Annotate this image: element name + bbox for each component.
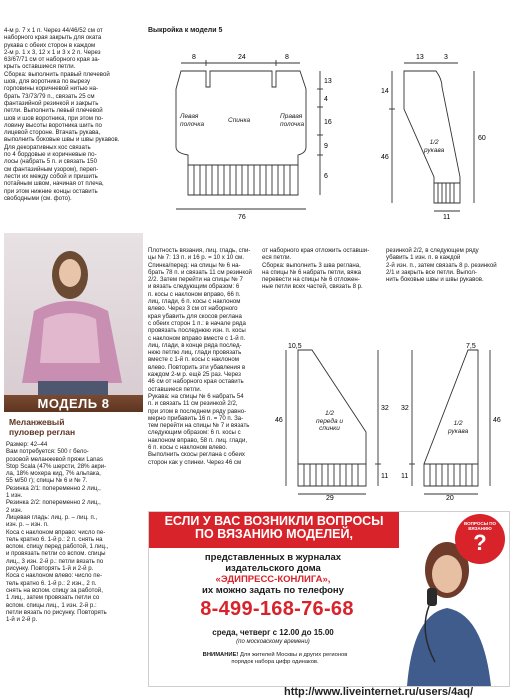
model8-assembly-cont: резинкой 2/2, в следующем ряду убавить 1 изн. п. в каждой 2-й изн. п., затем связать 8 р. резинкой 2/1 и закрыть все петли. Выпол- нить боковые швы и швы рукавов. bbox=[386, 247, 497, 284]
ad-note bbox=[157, 652, 393, 666]
model8-materials-text: Размер: 42–44 Вам потребуется: 500 г бело- розовой меланжевой пряжи Lanas Stop Scala (47% шерсти, 28% акри- ла, 18% мохера кид, 7% альпака, 55 м/50 г); спицы № 6 и № 7. Резинка 2/1: попеременно 2 лиц., 1 изн. Резинка 2/2: попеременно 2 лиц., 2 изн. Лицевая гладь: лиц. р. – лиц. п., изн. р. – изн. п. Коса с наклоном вправо: число пе- тель кратно 6. 1-й р.: 2 п. снять на вспом. спицу перед работой, 1 лиц., и провязать петли со вспом. спицы лиц., 3 изн. 2-й р.: петли вязать по рисунку. Повторять 1-й и 2-й р. Коса с наклоном влево: число пе- тель кратно 6. 1-й р.: 2 изн., 2 п. снять на вспом. спицу за работой, 1 лиц., затем провязать петли со вспом. спицы лиц., 1 изн. 2-й р.: петли вязать по рисунку. Повторять 1-й и 2-й р. bbox=[6, 441, 109, 624]
stamp-question-icon: ? bbox=[473, 530, 487, 555]
ad-header: ЕСЛИ У ВАС ВОЗНИКЛИ ВОПРОСЫ ПО ВЯЗАНИЮ МОДЕЛЕЙ, bbox=[149, 512, 399, 548]
sleeve-dim-left-top: 14 bbox=[381, 88, 389, 95]
dim-right-3: 16 bbox=[324, 119, 332, 126]
pattern-title: Выкройка к модели 5 bbox=[148, 27, 223, 34]
ad-note-label: ВНИМАНИЕ! bbox=[202, 652, 239, 658]
sleeve-drawing bbox=[370, 27, 510, 222]
sleeve8-dim-right: 46 bbox=[493, 417, 501, 424]
body-dim-left: 46 bbox=[275, 417, 283, 424]
dim-top-3: 8 bbox=[285, 54, 289, 61]
body-label: 1/2 переда и спинки bbox=[316, 410, 343, 432]
pattern-model5 bbox=[148, 27, 362, 222]
ad-schedule: среда, четверг с 12.00 до 15.00 bbox=[212, 628, 334, 637]
ad-line3: их можно задать по телефону bbox=[202, 585, 344, 596]
helpline-ad bbox=[148, 511, 510, 687]
question-stamp bbox=[455, 514, 505, 564]
body-dim-right-bottom: 11 bbox=[381, 473, 389, 480]
dim-top-2: 24 bbox=[238, 54, 246, 61]
sleeve8-dim-bottom-left: 11 bbox=[401, 473, 409, 480]
model8-instructions: Плотность вязания, лиц. гладь, спи- цы № 7: 13 п. и 16 р. = 10 х 10 см. Спинка/перед: на спицы № 6 на- брать 78 п. и связать 11 см резинкой 2/2. Затем перейти на спицы № 7 и вязать следующим образом: 6 п. косы с наклоном вправо, 66 п. лиц. глади, 6 п. косы с наклоном влево. Через 3 см от наборного края убавить для скосов реглана с обеих сторон 1 п.: в начале ряда провязать последнюю изн. п. косы с наклоном вправо вместе с 1-й п. лиц. глади, в конце ряда послед- нюю петлю лиц. глади провязать вместе с 1-й п. косы с наклоном влево. Повторить эти убавления в каждом 2-м р. ещё 25 раз. Через 46 см от наборного края оставить оставшиеся петли. Рукава: на спицы № 6 набрать 54 п. и связать 11 см резинкой 2/2, при этом в последнем ряду равно- мерно прибавить 16 п. = 70 п. За- тем перейти на спицы № 7 и вязать следующим образом: 6 п. косы с наклоном вправо, 58 п. лиц. глади, 6 п. косы с наклоном влево. Выполнить скосы реглана с обеих сторон как у спинки. Через 46 см bbox=[148, 247, 252, 466]
body-dim-right-top: 32 bbox=[381, 405, 389, 412]
sleeve-dim-bottom: 11 bbox=[443, 214, 451, 221]
body-dim-bottom: 29 bbox=[326, 495, 334, 500]
footer-url[interactable]: http://www.liveinternet.ru/users/4aq/ bbox=[284, 686, 474, 698]
sleeve8-dim-bottom: 20 bbox=[446, 495, 454, 500]
ad-brand: «ЭДИПРЕСС-КОНЛИГА», bbox=[215, 574, 331, 585]
dim-right-5: 6 bbox=[324, 173, 328, 180]
dim-right-1: 13 bbox=[324, 78, 332, 85]
pattern-model8-body bbox=[262, 340, 392, 500]
ad-timezone: (по московскому времени) bbox=[236, 639, 310, 645]
sleeve-label: 1/2 рукава bbox=[424, 139, 445, 154]
instructions-top-text: 4-м р. 7 х 1 п. Через 44/46/52 см от наборного края закрыть для оката рукава с обеих сторон в каждом 2-м р. 1 х 3, 12 х 1 и 3 х 2 п. Через 63/67/71 см от наборного края за- крыть оставшиеся петли. Сборка: выполнить правый плечевой шов, для воротника по вырезу горловины коричневой нитью на- брать 73/73/79 п., связать 25 см фантазийной резинкой и закрыть петли. Выполнить левый плечевой шов и шов воротника, при этом по- ловину высоты воротника шить по лицевой стороне. Втачать рукава, выполнить боковые швы и швы рукавов. Для декоративных кос связать по 4 бордовые и коричневые по- лосы (набрать 5 п. и связать 150 см фантазийным узором), переп- лести их между собой и пришить потайным швом, начиная от плеча, при этом нижние концы оставить свободными (см. фото). bbox=[4, 27, 120, 202]
sleeve8-dim-left: 32 bbox=[401, 405, 409, 412]
model-title: Меланжевый пуловер реглан bbox=[9, 417, 76, 437]
stamp-text: ВОПРОСЫ ПО ВЯЗАНИЮ bbox=[464, 521, 496, 531]
dim-bottom: 76 bbox=[238, 214, 246, 221]
pattern-model8-sleeve bbox=[392, 340, 512, 500]
label-back: Спинка bbox=[228, 117, 251, 124]
dim-right-2: 4 bbox=[324, 96, 328, 103]
sleeve8-dim-top: 7,5 bbox=[466, 343, 476, 350]
model-photo-illustration bbox=[4, 233, 143, 395]
ad-line2: издательского дома bbox=[225, 563, 321, 574]
ad-phone[interactable]: 8-499-168-76-68 bbox=[200, 598, 354, 620]
body-dim-top: 10,5 bbox=[288, 343, 302, 350]
sleeve8-label: 1/2 рукава bbox=[448, 420, 469, 435]
model-banner: МОДЕЛЬ 8 bbox=[4, 395, 143, 412]
ad-line1: представленных в журналах bbox=[204, 552, 342, 563]
sleeve-dim-top: 13 bbox=[416, 54, 424, 61]
sleeve-dim-top-right: 3 bbox=[444, 54, 448, 61]
dim-right-4: 9 bbox=[324, 143, 328, 150]
sleeve-dim-left: 46 bbox=[381, 154, 389, 161]
sleeve-dim-right: 60 bbox=[478, 135, 486, 142]
ad-note-text: Для жителей Москвы и других регионов порядок набора цифр одинаков. bbox=[231, 652, 348, 665]
label-left-front: Левая полочка bbox=[180, 113, 205, 128]
model-photo bbox=[4, 233, 143, 395]
dim-top-1: 8 bbox=[192, 54, 196, 61]
pattern-model5-sleeve bbox=[370, 27, 510, 222]
model8-assembly: от наборного края отложить оставши- еся петли. Сборка: выполнить 3 шва реглана, на спицы № 6 набрать петли, вяжа перевести на спицы № 6 отложен- ные петли всех частей, связать 8 р. bbox=[262, 247, 370, 291]
ad-body bbox=[153, 552, 393, 596]
label-right-front: Правая полочка bbox=[280, 113, 305, 128]
